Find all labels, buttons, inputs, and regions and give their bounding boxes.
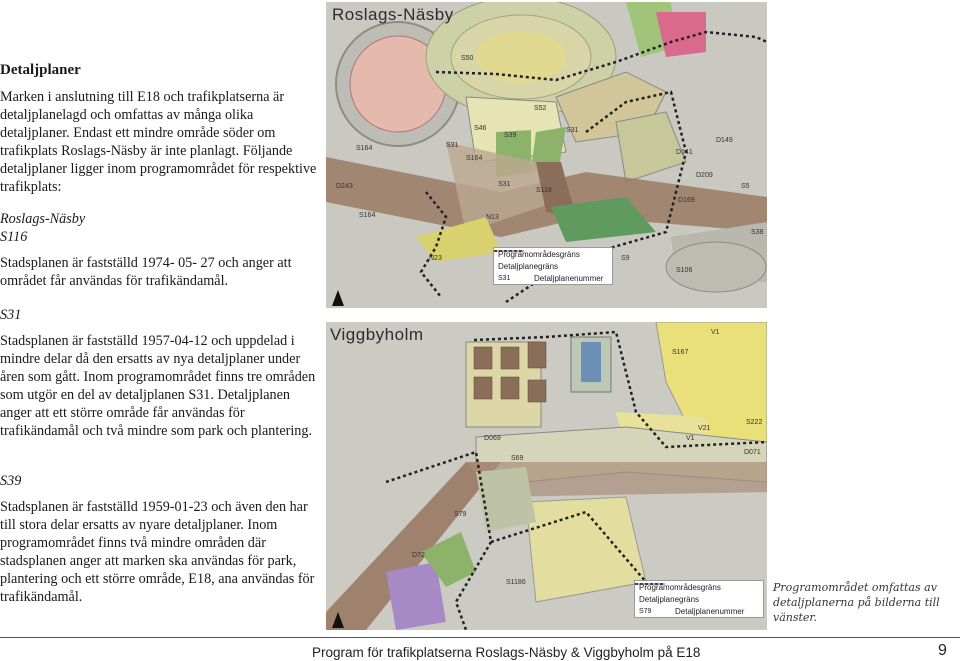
subheading-s31: S31 — [0, 307, 22, 323]
legend-planline-label: Detaljplanegräns — [498, 261, 559, 271]
map-caption: Programområdet omfattas av detaljplanerna på bilderna till vänster. — [773, 581, 940, 624]
plan-label-n23: N23 — [429, 255, 442, 262]
plan-label-d141: D141 — [676, 149, 693, 156]
plan-label-s69: S69 — [511, 455, 524, 462]
plan-label-n13: N13 — [486, 214, 499, 221]
plan-label-s9: S9 — [621, 255, 630, 262]
plan-label-s38: S38 — [751, 229, 764, 236]
legend-code: S31 — [498, 274, 511, 282]
subheading-s39: S39 — [0, 473, 22, 489]
legend-planno-label: Detaljplanenummer — [675, 606, 745, 616]
plan-label-s50: S50 — [461, 55, 474, 62]
paragraph-s116: Stadsplanen är fastställd 1974- 05- 27 och anger att området får användas för trafikändamål. — [0, 255, 292, 289]
intro-paragraph: Marken i anslutning till E18 och trafikplatserna är detaljplanelagd och omfattas av många olika detaljplaner. Endast ett mindre område söder om trafikplats Roslags-Näsby är inte planlagt. Följande detaljplaner ligger inom programområdet för respektive trafikplats: — [0, 89, 317, 195]
plan-label-d209: D209 — [696, 172, 713, 179]
plan-label-s31-a: S31 — [446, 142, 459, 149]
plan-label-s31-b: S31 — [498, 181, 511, 188]
footer-title: Program för trafikplatserna Roslags-Näsby & Viggbyholm på E18 — [312, 645, 701, 660]
plan-label-s106: S106 — [676, 267, 693, 274]
plan-label-s164-c: S164 — [359, 212, 376, 219]
legend-row-planno — [494, 272, 612, 284]
plan-label-s79: S79 — [454, 511, 467, 518]
plan-label-s167: S167 — [672, 349, 689, 356]
legend-line-solid-icon — [494, 248, 524, 254]
plan-label-s164-a: S164 — [466, 155, 483, 162]
paragraph-s31: Stadsplanen är fastställd 1957-04-12 och uppdelad i mindre delar då den ersatts av nya detaljplaner under åren som gått. Inom programområdet finns tre områden som utgör en del av detaljplanen S31. Detaljplanen anger att ett större område får användas för trafikändamål och två mindre som park och plantering. — [0, 333, 316, 439]
plan-label-v1-a: V1 — [711, 329, 720, 336]
legend-row-planno — [635, 605, 763, 617]
legend-planline-label: Detaljplanegräns — [639, 594, 700, 604]
plan-label-s46: S46 — [474, 125, 487, 132]
plan-label-d071: D071 — [744, 449, 761, 456]
plan-label-s1186: S1186 — [506, 579, 526, 586]
north-arrow-icon — [332, 290, 344, 306]
plan-label-s116: S116 — [536, 187, 552, 194]
map-title-viggbyholm: Viggbyholm — [330, 325, 424, 344]
legend-line-solid-icon — [635, 581, 665, 587]
plan-label-v1-b: V1 — [686, 435, 695, 442]
plan-label-s164-b: S164 — [356, 145, 373, 152]
plan-label-v21: V21 — [698, 425, 711, 432]
legend-code: S79 — [639, 607, 652, 615]
map-viggbyholm — [326, 322, 767, 630]
page-number: 9 — [938, 642, 947, 659]
plan-label-s5: S5 — [741, 183, 750, 190]
paragraph-s39: Stadsplanen är fastställd 1959-01-23 och även den har till stora delar ersatts av nyare detaljplaner. Inom programområdet finns två mindre områden där stadsplanen anger att marken ska användas för park, plantering och ett större område, E18, ana användas för trafikändamål. — [0, 499, 315, 605]
heading: Detaljplaner — [0, 62, 81, 78]
plan-label-d149: D149 — [716, 137, 733, 144]
plan-label-d069: D069 — [484, 435, 501, 442]
plan-label-s31-c: S31 — [566, 127, 579, 134]
plan-label-d169: D169 — [678, 197, 695, 204]
footer-divider — [0, 637, 960, 638]
legend-row-planline — [494, 260, 612, 272]
legend-row-planline — [635, 593, 763, 605]
plan-label-s52: S52 — [534, 105, 547, 112]
plan-label-s222: S222 — [746, 419, 763, 426]
map-roslags-nasby — [326, 2, 767, 308]
map-legend-viggbyholm — [634, 580, 764, 618]
north-arrow-icon — [332, 612, 344, 628]
map-title-roslags-nasby: Roslags-Näsby — [332, 5, 454, 24]
map-legend-roslags-nasby — [493, 247, 613, 285]
plan-label-d243: D243 — [336, 183, 353, 190]
subheading-s116: S116 — [0, 229, 28, 245]
subheading-roslags-nasby: Roslags-Näsby — [0, 211, 86, 227]
legend-boundary-label: Programområdesgräns — [639, 582, 721, 592]
plan-label-d72: D72 — [412, 552, 425, 559]
legend-planno-label: Detaljplanenummer — [534, 273, 604, 283]
legend-boundary-label: Programområdesgräns — [498, 249, 580, 259]
plan-label-s39: S39 — [504, 132, 517, 139]
